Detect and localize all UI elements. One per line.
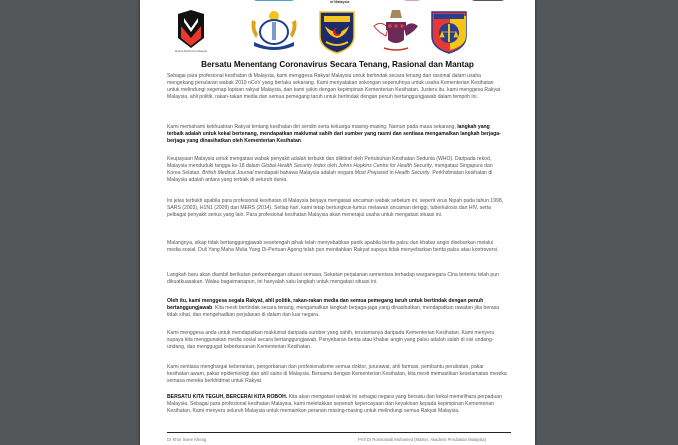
text-run: Ini jelas terbukti apabila para profesional kesihatan di Malaysia berjaya mengatasi ancaman wabak sebelum ini, seperti virus Nipah pada tahun 1998, SARS (2003), H1N1 (2009) dan MERS (2014). Setiap hari, kami tetap bertungkus-lumus melawan ancaman denggi, tuberkulosis dan HIV, serta pelbagai penyakit serius yang lain. Para profesional kesihatan Malaysia akan menerajui usaha untuk mengatasi situasi ini.: [167, 198, 504, 219]
italic-text: Health Security: [394, 170, 430, 177]
text-run: Kami sentiasa menghargai keberanian, pengorbanan dan profesionalisme semua doktor, jururawat, ahli farmasi, pembantu perubatan, pakar kesihatan awam, pakar epidemiologi dan ahli sains di Malaysia. Bersama dengan Kementerian Kesihatan, kita mesti memastikan keselamatan mereka semasa mereka berkhidmat untuk Rakyat.: [167, 364, 507, 385]
text-run: Kami menggesa anda untuk mendapatkan maklumat daripada sumber yang sahih, terutamanya daripada Kementerian Kesihatan. Kami menyeru supaya kita menggunakan media sosial secara bertanggungjawab. Penyebaran berita atau khabar angin yang palsu adalah salah di sisi undang-undang, dan menggugat keberkesanan Kementerian Kesihatan.: [167, 330, 495, 351]
paragraph: [167, 198, 507, 219]
text-run: Malangnya, sikap tidak bertanggungjawab sesetengah pihak telah menyebabkan panik apabila berita palsu dan khabar angin disebarkan melalui media sosial. Duli Yang Maha Mulia Yang Di-Pertuan Agong telah pun menitahkan Rakyat supaya tidak menyebarkan berita palsu atau kontroversi.: [167, 240, 499, 254]
logo-caption-top: of Malaysia: [330, 0, 350, 4]
paragraph: [167, 156, 507, 184]
logo-caption: Medical Mythbusters Malaysia: [174, 50, 208, 53]
paragraph: [167, 73, 507, 101]
italic-text: Global Health Security Index: [261, 163, 326, 170]
text-run: Langkah baru akan diambil berikutan perkembangan situasi semasa. Sekatan perjalanan sementara terhadap warganegara Cina tertentu telah pun dikuatkuasakan. Walau bagaimanapun, ini hanyalah satu langkah untuk mengatasi situasi ini.: [167, 272, 499, 286]
text-run: Kami memahami kekhuatiran Rakyat tentang kesihatan diri sendiri serta keluarga masing-masing. Namun pada masa sekarang,: [167, 124, 458, 130]
text-run: oleh: [325, 163, 339, 170]
text-run: . Perkhidmatan kesihatan di Malaysia adalah antara yang terbaik di seluruh dunia.: [167, 170, 493, 184]
paragraph: [167, 240, 507, 254]
text-run: , mengatasi Singapura dan Korea Selatan.: [167, 163, 493, 177]
text-run: .: [300, 138, 303, 145]
italic-text: Most Prepared: [354, 170, 389, 177]
text-run: Kita akan mengatasi wabak ini sebagai negara yang bersatu dan kekal memelihara perpaduan Malaysia. Sebagai para profesional kesihatan Malaysia, kami meletakkan sepenuh kepercayaan dan keyakinan kepada kepimpinan Kementerian Kesihatan. Kami menyeru seluruh Malaysia untuk memainkan peranan masing-masing untuk melindungi semua Rakyat Malaysia.: [167, 394, 502, 415]
paragraph: [167, 364, 507, 385]
text-run: mendapati bahawa Malaysia adalah negara: [253, 170, 355, 177]
italic-text: British Medical Journal: [202, 170, 254, 177]
signatory-right: Prof Dr Rosmawati Mohamed (Master, Akademi Perubatan Malaysia): [358, 437, 487, 442]
bold-text: langkah yang terbaik adalah untuk kekal bertenang, mendapatkan maklumat sahih dari sumber yang rasmi dan sentiasa mengamalkan langkah berjaga-berjaga yang dinasihatkan oleh Kementerian Kesihatan: [167, 124, 501, 145]
text-run: Sebagai para profesional kesihatan di Malaysia, kami menggesa Rakyat Malaysia untuk bertindak secara tenang dan rasional dalam usaha mengekang penularan wabak 2019 nCoV yang berlaku sekarang. Kami menyatakan sokongan sepenuhnya untuk usaha Kementerian Kesihatan untuk melindungi segenap lapisan rakyat Malaysia, dan kami yakin dengan kepimpinan Kementerian Kesihatan. Justeru itu, kami menggesa Rakyat Malaysia, ahli politik, rakan-rakan media dan semua pemegang taruh untuk bertindak dengan penuh bertanggungjawab dalam tempoh ini.: [167, 73, 501, 101]
italic-text: Johns Hopkins Centre for Health Security: [338, 163, 432, 170]
paragraph: [167, 298, 507, 319]
text-run: in: [388, 170, 395, 177]
bold-text: BERSATU KITA TEGUH, BERCERAI KITA ROBOH.: [167, 394, 288, 400]
text-run: . Kita mesti bertindak secara tenang, mengamalkan langkah berjaga-jaga yang dinasihatkan, mendapatkan rawatan jika berasa tidak sihat, dan mengehadkan perjalanan di dalam dan luar negara.: [167, 305, 500, 319]
document-page: [140, 0, 535, 445]
document-title: Bersatu Menentang Coronavirus Secara Tenang, Rasional dan Mantap: [201, 60, 474, 69]
bold-text: Oleh itu, kami menggesa segala Rakyat, ahli politik, rakan-rakan media dan semua pemegang taruh untuk bertindak dengan penuh bertanggungjawab: [167, 298, 484, 312]
text-run: Keupayaan Malaysia untuk mengatasi wabak penyakit adalah terbukti dan diiktiraf oleh Pertubuhan Kesihatan Sedunia (WHO). Daripada rekod, Malaysia menduduki tangga ke-18 dalam: [167, 156, 492, 170]
signatory-left: Dr Khor Swee Kheng: [167, 437, 207, 442]
paragraph: [167, 272, 507, 286]
paragraph: [167, 124, 507, 145]
signature-divider: [167, 432, 511, 433]
paragraph: [167, 330, 507, 351]
paragraph: [167, 394, 507, 415]
document-body: [167, 0, 507, 445]
